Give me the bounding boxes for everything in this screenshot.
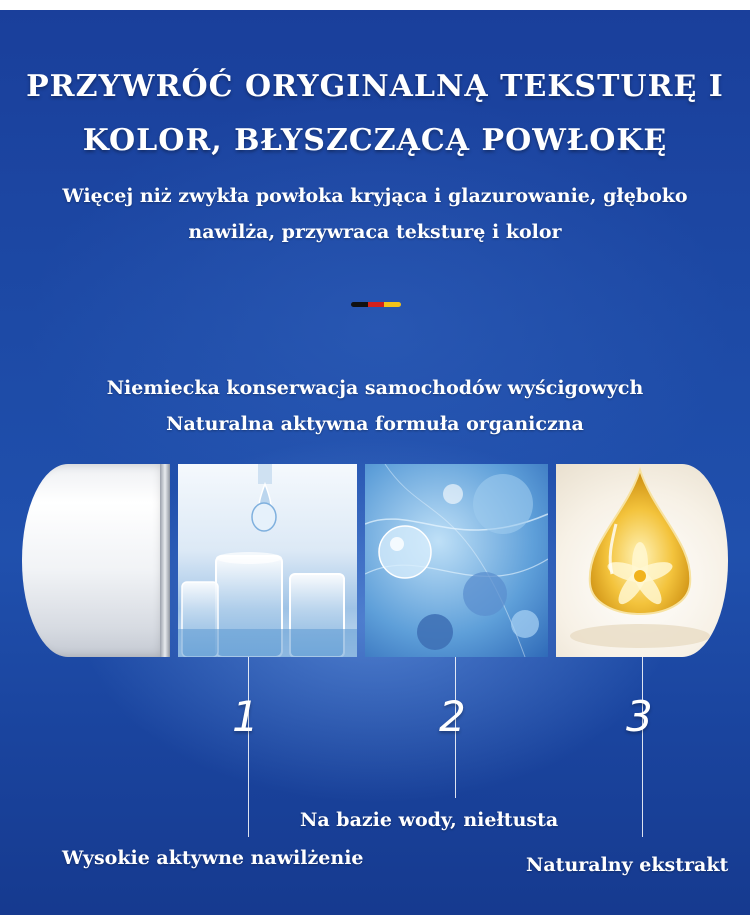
- tagline-line-1: Niemiecka konserwacja samochodów wyścigowych: [106, 377, 644, 399]
- feature-label-3: Naturalny ekstrakt: [526, 854, 729, 876]
- flag-stripe-black: [351, 302, 368, 307]
- heading-line-1: PRZYWRÓĆ ORYGINALNĄ TEKSTURĘ I: [26, 69, 724, 104]
- heading-line-2: KOLOR, BŁYSZCZĄCĄ POWŁOKĘ: [82, 123, 668, 158]
- golden-oil-drop-flower-image: [556, 464, 728, 657]
- product-banner: [0, 10, 750, 915]
- feature-label-1: Wysokie aktywne nawilżenie: [62, 847, 364, 869]
- bottle-cap-image: [22, 464, 170, 657]
- subheading-line-2: nawilża, przywraca teksturę i kolor: [188, 221, 562, 243]
- molecular-bubbles-image: [365, 464, 548, 657]
- connector-line-3: [642, 657, 643, 837]
- feature-number-2: 2: [439, 692, 466, 741]
- feature-number-3: 3: [626, 692, 653, 741]
- water-droplet-glassware-image: [178, 464, 357, 657]
- german-flag-divider: [351, 302, 401, 307]
- tagline-line-2: Naturalna aktywna formuła organiczna: [166, 413, 584, 435]
- flag-stripe-red: [368, 302, 385, 307]
- flag-stripe-gold: [384, 302, 401, 307]
- bottle-cap-rim: [160, 464, 170, 657]
- connector-line-1: [248, 657, 249, 837]
- tagline: [0, 370, 750, 442]
- subheading: [0, 178, 750, 250]
- main-heading: [0, 60, 750, 168]
- feature-number-1: 1: [232, 692, 259, 741]
- feature-label-2: Na bazie wody, niełtusta: [300, 809, 559, 831]
- subheading-line-1: Więcej niż zwykła powłoka kryjąca i glazurowanie, głęboko: [62, 185, 688, 207]
